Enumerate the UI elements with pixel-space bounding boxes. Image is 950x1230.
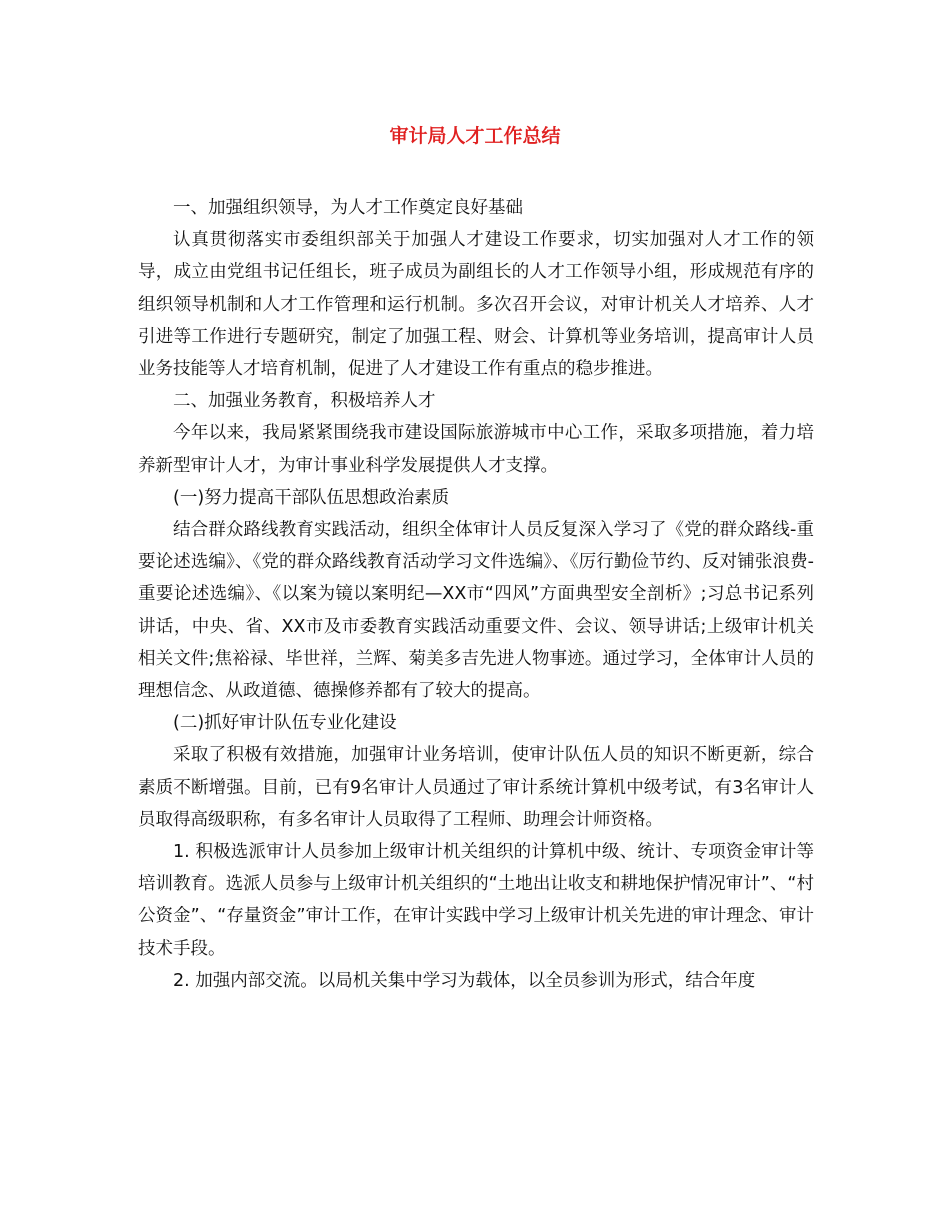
subsection-heading-2: (二)抓好审计队伍专业化建设 [173,713,397,734]
section-heading-2: 二、加强业务教育，积极培养人才 [173,391,436,412]
subsection-heading-1: (一)努力提高干部队伍思想政治素质 [173,487,450,508]
paragraph: 采取了积极有效措施，加强审计业务培训，使审计队伍人员的知识不断更新，综合素质不断增强。目前，已有9名审计人员通过了审计系统计算机中级考试，有3名审计人员取得高级职称，有多名审计人员取得了工程师、助理会计师资格。 [138,745,814,830]
paragraph: 今年以来，我局紧紧围绕我市建设国际旅游城市中心工作，采取多项措施，着力培养新型审计人才，为审计事业科学发展提供人才支撑。 [138,423,814,476]
section-heading-1: 一、加强组织领导，为人才工作奠定良好基础 [173,198,523,218]
document-title: 审计局人才工作总结 [389,125,561,147]
paragraph: 认真贯彻落实市委组织部关于加强人才建设工作要求，切实加强对人才工作的领导，成立由党组书记任组长，班子成员为副组长的人才工作领导小组，形成规范有序的组织领导机制和人才工作管理和运行机制。多次召开会议，对审计机关人才培养、人才引进等工作进行专题研究，制定了加强工程、财会、计算机等业务培训，提高审计人员业务技能等人才培育机制，促进了人才建设工作有重点的稳步推进。 [138,230,814,380]
paragraph: 结合群众路线教育实践活动，组织全体审计人员反复深入学习了《党的群众路线-重要论述选编》、《党的群众路线教育活动学习文件选编》、《厉行勤俭节约、反对铺张浪费-重要论述选编》、《以案为镜以案明纪—XX市“四风”方面典型安全剖析》;习总书记系列讲话，中央、省、XX市及市委教育实践活动重要文件、会议、领导讲话;上级审计机关相关文件;焦裕禄、毕世祥，兰辉、菊美多吉先进人物事迹。通过学习，全体审计人员的理想信念、从政道德、德操修养都有了较大的提高。 [138,520,814,702]
document-body [138,192,814,997]
numbered-item-2: 2. 加强内部交流。以局机关集中学习为载体，以全员参训为形式，结合年度 [173,970,756,991]
numbered-item-1: 1. 积极选派审计人员参加上级审计机关组织的计算机中级、统计、专项资金审计等培训教育。选派人员参与上级审计机关组织的“土地出让收支和耕地保护情况审计”、“村公资金”、“存量资金”审计工作，在审计实践中学习上级审计机关先进的审计理念、审计技术手段。 [138,842,814,959]
